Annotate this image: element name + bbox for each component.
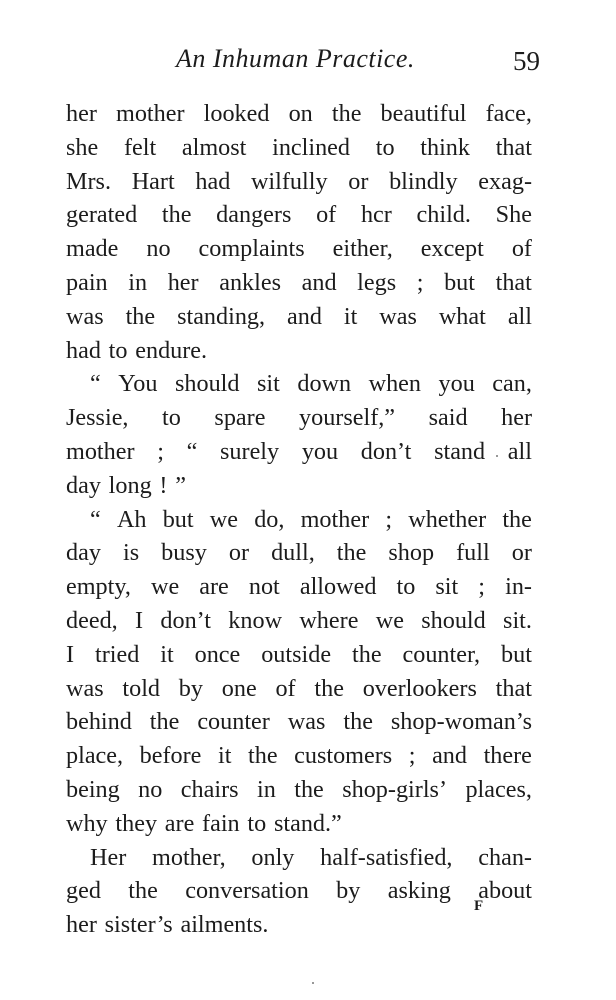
word: outside xyxy=(261,640,332,668)
word: she xyxy=(66,133,99,161)
text-line xyxy=(66,97,532,131)
word: before xyxy=(139,742,202,770)
word: or xyxy=(348,167,369,195)
word: almost xyxy=(181,133,247,161)
word: we xyxy=(375,606,404,634)
word: the xyxy=(149,708,180,736)
word: not xyxy=(248,573,280,601)
word: She xyxy=(495,201,532,229)
word: the xyxy=(336,539,367,567)
word: but xyxy=(501,640,532,668)
word: complaints xyxy=(198,235,305,263)
word: the xyxy=(161,201,192,229)
text-line xyxy=(66,198,532,232)
word: standing, xyxy=(177,302,266,330)
word: day xyxy=(66,471,101,499)
word: I xyxy=(66,640,75,668)
word: chairs xyxy=(180,775,239,803)
word: sister’s xyxy=(104,911,173,939)
word: the xyxy=(314,674,344,702)
word: chan- xyxy=(478,843,532,871)
text-line xyxy=(66,570,532,604)
running-title: An Inhuman Practice. xyxy=(176,44,415,73)
word: all xyxy=(507,437,532,465)
word: made xyxy=(66,235,119,263)
word: exag- xyxy=(478,167,532,195)
word: that xyxy=(495,133,532,161)
word: to xyxy=(396,573,416,601)
text-line xyxy=(66,841,532,875)
word: the xyxy=(294,775,324,803)
print-speck xyxy=(312,982,314,984)
print-speck xyxy=(496,455,498,457)
running-head xyxy=(66,44,540,80)
word: day xyxy=(66,539,101,567)
word: long xyxy=(108,471,152,499)
word: and xyxy=(301,268,337,296)
word: her xyxy=(66,911,97,939)
word: we xyxy=(209,505,238,533)
text-line xyxy=(66,672,532,706)
word: once xyxy=(194,640,241,668)
text-line xyxy=(66,131,532,165)
word: the xyxy=(352,640,382,668)
word: busy xyxy=(161,539,207,567)
word: ! xyxy=(159,471,168,499)
text-line xyxy=(66,638,532,672)
word: beautiful xyxy=(380,100,467,127)
word: blindly xyxy=(389,167,458,195)
body-text xyxy=(66,97,532,942)
word: her xyxy=(501,404,532,432)
word: the xyxy=(331,100,362,127)
word: sit xyxy=(257,370,280,398)
word: there xyxy=(483,742,532,770)
word: but xyxy=(444,268,475,296)
word: pain xyxy=(66,268,108,296)
word: or xyxy=(511,539,532,567)
word: think xyxy=(420,133,470,161)
text-line xyxy=(66,401,532,435)
word: inclined xyxy=(272,133,351,161)
word: conversation xyxy=(185,877,309,905)
word: shop-girls’ xyxy=(342,775,448,803)
word: are xyxy=(199,573,229,601)
word: except xyxy=(420,235,484,263)
word: know xyxy=(228,606,283,634)
word: fain xyxy=(202,809,240,837)
word: ankles xyxy=(219,268,281,296)
word: sit xyxy=(435,573,459,601)
word: customers xyxy=(294,742,393,770)
word: only xyxy=(251,843,295,871)
word: we xyxy=(151,573,180,601)
word: stand xyxy=(434,437,486,465)
word: stand.” xyxy=(273,809,342,837)
word: was xyxy=(66,674,104,702)
word: You xyxy=(118,370,158,398)
text-line xyxy=(66,536,532,570)
word: Hart xyxy=(131,167,175,195)
word: felt xyxy=(123,133,157,161)
word: overlookers xyxy=(362,674,477,702)
word: of xyxy=(511,235,532,263)
word: was xyxy=(66,302,104,330)
signature-mark: F xyxy=(474,898,484,914)
text-line xyxy=(66,435,532,469)
word: had xyxy=(195,167,231,195)
word: ; xyxy=(157,437,164,465)
word: you xyxy=(301,437,339,465)
word: to xyxy=(108,336,128,364)
word: yourself,” xyxy=(299,404,396,432)
word: can, xyxy=(492,370,532,398)
word: by xyxy=(336,877,361,905)
word: no xyxy=(138,775,163,803)
word: shop-woman’s xyxy=(390,708,532,736)
word: places, xyxy=(465,775,532,803)
word: hcr xyxy=(360,201,392,229)
word: dangers xyxy=(216,201,292,229)
page-number: 59 xyxy=(513,46,540,76)
word: on xyxy=(288,100,313,127)
word: full xyxy=(456,539,490,567)
word: deed, xyxy=(66,606,118,634)
word: mother xyxy=(66,437,135,465)
text-line xyxy=(66,773,532,807)
word: and xyxy=(432,742,467,770)
word: mother xyxy=(300,505,370,533)
word: counter, xyxy=(402,640,481,668)
word: spare xyxy=(214,404,266,432)
word: of xyxy=(275,674,296,702)
word: child. xyxy=(416,201,471,229)
word: down xyxy=(297,370,352,398)
word: asking xyxy=(387,877,451,905)
word: it xyxy=(217,742,232,770)
word: ailments. xyxy=(180,911,269,939)
text-line xyxy=(66,874,532,908)
word: is xyxy=(122,539,140,567)
word: surely xyxy=(220,437,280,465)
word: don’t xyxy=(160,606,211,634)
word: one xyxy=(221,674,257,702)
word: in xyxy=(128,268,148,296)
word: behind xyxy=(66,708,132,736)
word: looked xyxy=(203,100,270,127)
word: the xyxy=(502,505,532,533)
word: “ xyxy=(90,505,101,533)
word: why xyxy=(66,809,108,837)
word: about xyxy=(478,877,532,905)
word: the xyxy=(248,742,278,770)
word: Mrs. xyxy=(66,167,112,195)
word: half-satisfied, xyxy=(320,843,453,871)
word: Jessie, xyxy=(66,404,129,432)
text-line xyxy=(66,739,532,773)
word: to xyxy=(162,404,181,432)
word: in xyxy=(256,775,276,803)
text-line xyxy=(66,807,532,841)
word: Her xyxy=(90,843,127,871)
word: tried xyxy=(94,640,140,668)
text-line xyxy=(66,165,532,199)
word: you xyxy=(438,370,475,398)
word: mother xyxy=(116,100,185,127)
word: it xyxy=(343,302,358,330)
word: should xyxy=(174,370,240,398)
word: but xyxy=(162,505,194,533)
word: don’t xyxy=(360,437,412,465)
word: was xyxy=(287,708,326,736)
word: legs xyxy=(357,268,397,296)
word: and xyxy=(287,302,322,330)
word: or xyxy=(228,539,250,567)
word: endure. xyxy=(135,336,208,364)
word: where xyxy=(299,606,359,634)
word: the xyxy=(128,877,158,905)
word: by xyxy=(178,674,203,702)
word: either, xyxy=(332,235,393,263)
word: told xyxy=(122,674,161,702)
text-line xyxy=(66,469,532,503)
word: shop xyxy=(388,539,435,567)
word: mother, xyxy=(152,843,226,871)
word: to xyxy=(375,133,395,161)
word: allowed xyxy=(299,573,377,601)
word: are xyxy=(164,809,195,837)
word: her xyxy=(167,268,199,296)
word: face, xyxy=(485,100,532,127)
word: “ xyxy=(90,370,101,398)
word: empty, xyxy=(66,573,131,601)
text-line xyxy=(66,232,532,266)
word: do, xyxy=(254,505,285,533)
text-line xyxy=(66,908,532,942)
word: her xyxy=(66,100,97,127)
word: I xyxy=(135,606,144,634)
word: that xyxy=(495,674,532,702)
text-line xyxy=(66,503,532,537)
word: place, xyxy=(66,742,124,770)
word: should xyxy=(421,606,486,634)
word: to xyxy=(247,809,267,837)
word: wilfully xyxy=(250,167,328,195)
word: no xyxy=(146,235,171,263)
word: had xyxy=(66,336,101,364)
word: ; xyxy=(408,742,416,770)
word: ; xyxy=(416,268,424,296)
text-line xyxy=(66,604,532,638)
word: it xyxy=(160,640,174,668)
word: what xyxy=(438,302,486,330)
word: ; xyxy=(478,573,486,601)
word: counter xyxy=(197,708,270,736)
text-line xyxy=(66,367,532,401)
word: in- xyxy=(505,573,532,601)
word: whether xyxy=(408,505,487,533)
word: ” xyxy=(175,471,186,499)
text-line xyxy=(66,705,532,739)
word: ged xyxy=(66,877,101,905)
text-line xyxy=(66,300,532,334)
word: dull, xyxy=(271,539,315,567)
word: all xyxy=(507,302,532,330)
text-line xyxy=(66,266,532,300)
word: gerated xyxy=(66,201,138,229)
word: “ xyxy=(186,437,198,465)
word: when xyxy=(368,370,421,398)
word: of xyxy=(316,201,337,229)
word: Ah xyxy=(116,505,147,533)
word: the xyxy=(125,302,156,330)
text-line xyxy=(66,334,532,368)
word: they xyxy=(115,809,158,837)
word: the xyxy=(343,708,373,736)
word: was xyxy=(379,302,417,330)
word: that xyxy=(495,268,532,296)
word: being xyxy=(66,775,120,803)
word: ; xyxy=(385,505,393,533)
word: said xyxy=(428,404,468,432)
word: sit. xyxy=(503,606,532,634)
